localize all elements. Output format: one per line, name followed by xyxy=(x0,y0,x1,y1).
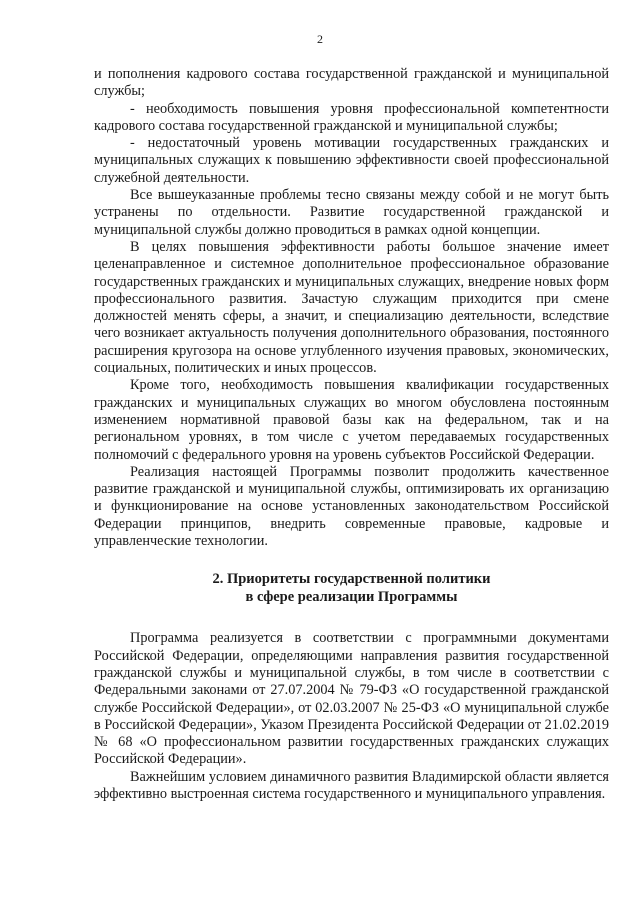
paragraph: Кроме того, необходимость повышения квалификации государственных гражданских и муниципальных служащих во многом обусловлена постоянным изменением нормативной правовой базы как на федеральном, так и на региональном уровнях, в том числе с учетом передаваемых государственных полномочий с федерального уровня на уровень субъектов Российской Федерации. xyxy=(94,377,609,463)
document-body xyxy=(94,66,609,803)
paragraph: Реализация настоящей Программы позволит продолжить качественное развитие гражданской и муниципальной службы, оптимизировать их организацию и функционирование на основе установленных законодательством Российской Федерации принципов, внедрить современные правовые, кадровые и управленческие технологии. xyxy=(94,463,609,550)
paragraph: Программа реализуется в соответствии с программными документами Российской Федерации, определяющими направления развития государственной гражданской службы и муниципальной службы, в том числе в соответствии с Федеральными законами от 27.07.2004 № 79-ФЗ «О государственной гражданской службе Российской Федерации», от 02.03.2007 № 25-ФЗ «О муниципальной службе в Российской Федерации», Указом Президента Российской Федерации от 21.02.2019 № 68 «О профессиональном развитии государственных гражданских служащих Российской Федерации». xyxy=(94,630,609,768)
paragraph: Все вышеуказанные проблемы тесно связаны между собой и не могут быть устранены по отдельности. Развитие государственной гражданской и муниципальной службы должно проводиться в рамках одной концепции. xyxy=(94,187,609,238)
paragraph: и пополнения кадрового состава государственной гражданской и муниципальной службы; xyxy=(94,66,609,100)
section-heading: 2. Приоритеты государственной политики xyxy=(212,571,491,588)
section-heading: в сфере реализации Программы xyxy=(245,589,458,606)
paragraph: В целях повышения эффективности работы большое значение имеет целенаправленное и системное дополнительное профессиональное образование государственных гражданских и муниципальных служащих, внедрение новых форм профессионального развития. Зачастую служащим приходится при смене должностей менять сферы, а значит, и специализацию деятельности, вследствие чего возникает актуальность получения дополнительного образования, постоянного расширения кругозора на основе углубленного изучения правовых, экономических, социальных, политических и иных процессов. xyxy=(94,238,609,377)
page-number: 2 xyxy=(317,32,323,46)
paragraph: - недостаточный уровень мотивации государственных гражданских и муниципальных служащих к повышению эффективности своей профессиональной служебной деятельности. xyxy=(94,135,609,186)
paragraph: - необходимость повышения уровня профессиональной компетентности кадрового состава государственной гражданской и муниципальной службы; xyxy=(94,100,609,134)
spacer xyxy=(94,606,609,630)
spacer xyxy=(94,550,609,570)
paragraph: Важнейшим условием динамичного развития Владимирской области является эффективно выстроенная система государственного и муниципального управления. xyxy=(94,768,609,802)
